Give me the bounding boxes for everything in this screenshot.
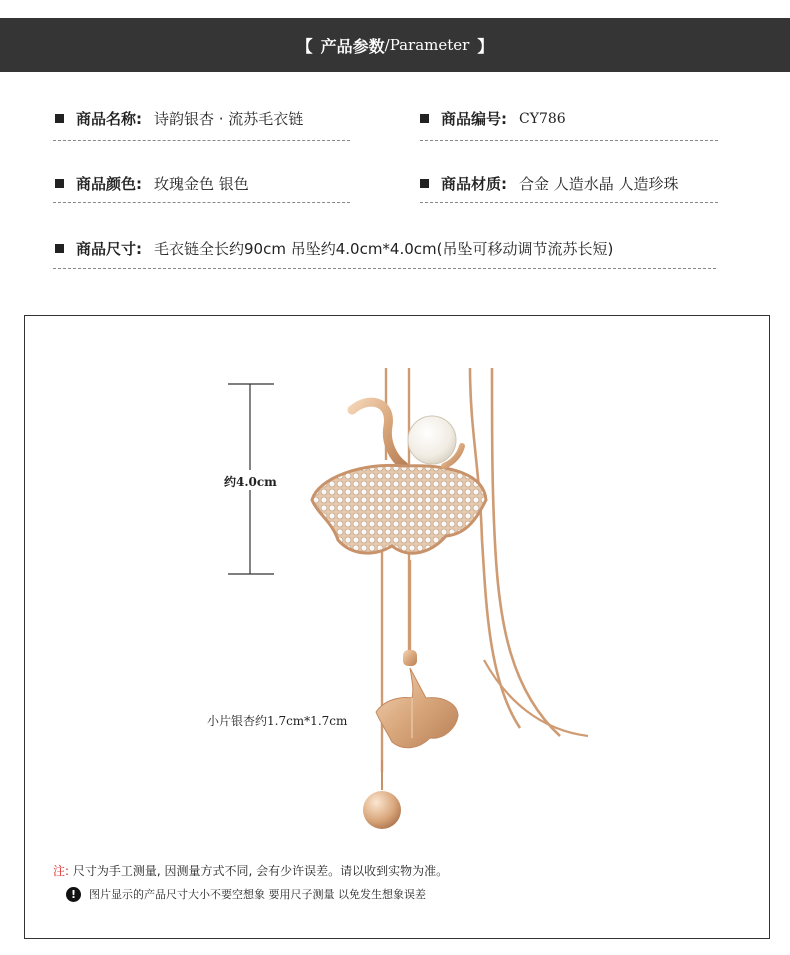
header-title-en: /Parameter: [384, 36, 470, 54]
param-size-value: 毛衣链全长约90cm 吊坠约4.0cm*4.0cm(吊坠可移动调节流苏长短): [154, 240, 614, 258]
header-bracket-left: 【: [296, 36, 313, 56]
ginkgo-pendant-small: [376, 650, 458, 748]
small-piece-label: 小片银杏约1.7cm*1.7cm: [207, 714, 348, 728]
header-title-cn: 产品参数: [320, 36, 385, 56]
ginkgo-pendant-large: [312, 402, 486, 553]
size-tip: [66, 886, 426, 902]
note-text: 尺寸为手工测量, 因测量方式不同, 会有少许误差。请以收到实物为准。: [72, 864, 449, 878]
param-name-value: 诗韵银杏 · 流苏毛衣链: [154, 110, 304, 128]
param-color-label: 商品颜色:: [76, 175, 142, 193]
header-bracket-right: 】: [477, 36, 494, 56]
exclamation-icon: !: [66, 887, 81, 902]
param-size-label: 商品尺寸:: [76, 240, 142, 258]
param-code-value: CY786: [519, 110, 566, 127]
note-prefix: 注:: [53, 864, 70, 878]
param-code-label: 商品编号:: [441, 110, 507, 128]
param-material-label: 商品材质:: [441, 175, 507, 193]
param-name-label: 商品名称:: [76, 110, 142, 128]
param-material-value: 合金 人造水晶 人造珍珠: [519, 175, 679, 193]
bead-drop: [363, 760, 401, 829]
tip-text: 图片显示的产品尺寸大小不要空想象 要用尺子测量 以免发生想象误差: [89, 888, 426, 901]
param-color-value: 玫瑰金色 银色: [154, 175, 249, 193]
dimension-label: 约4.0cm: [224, 475, 277, 489]
measurement-note: [53, 862, 448, 879]
